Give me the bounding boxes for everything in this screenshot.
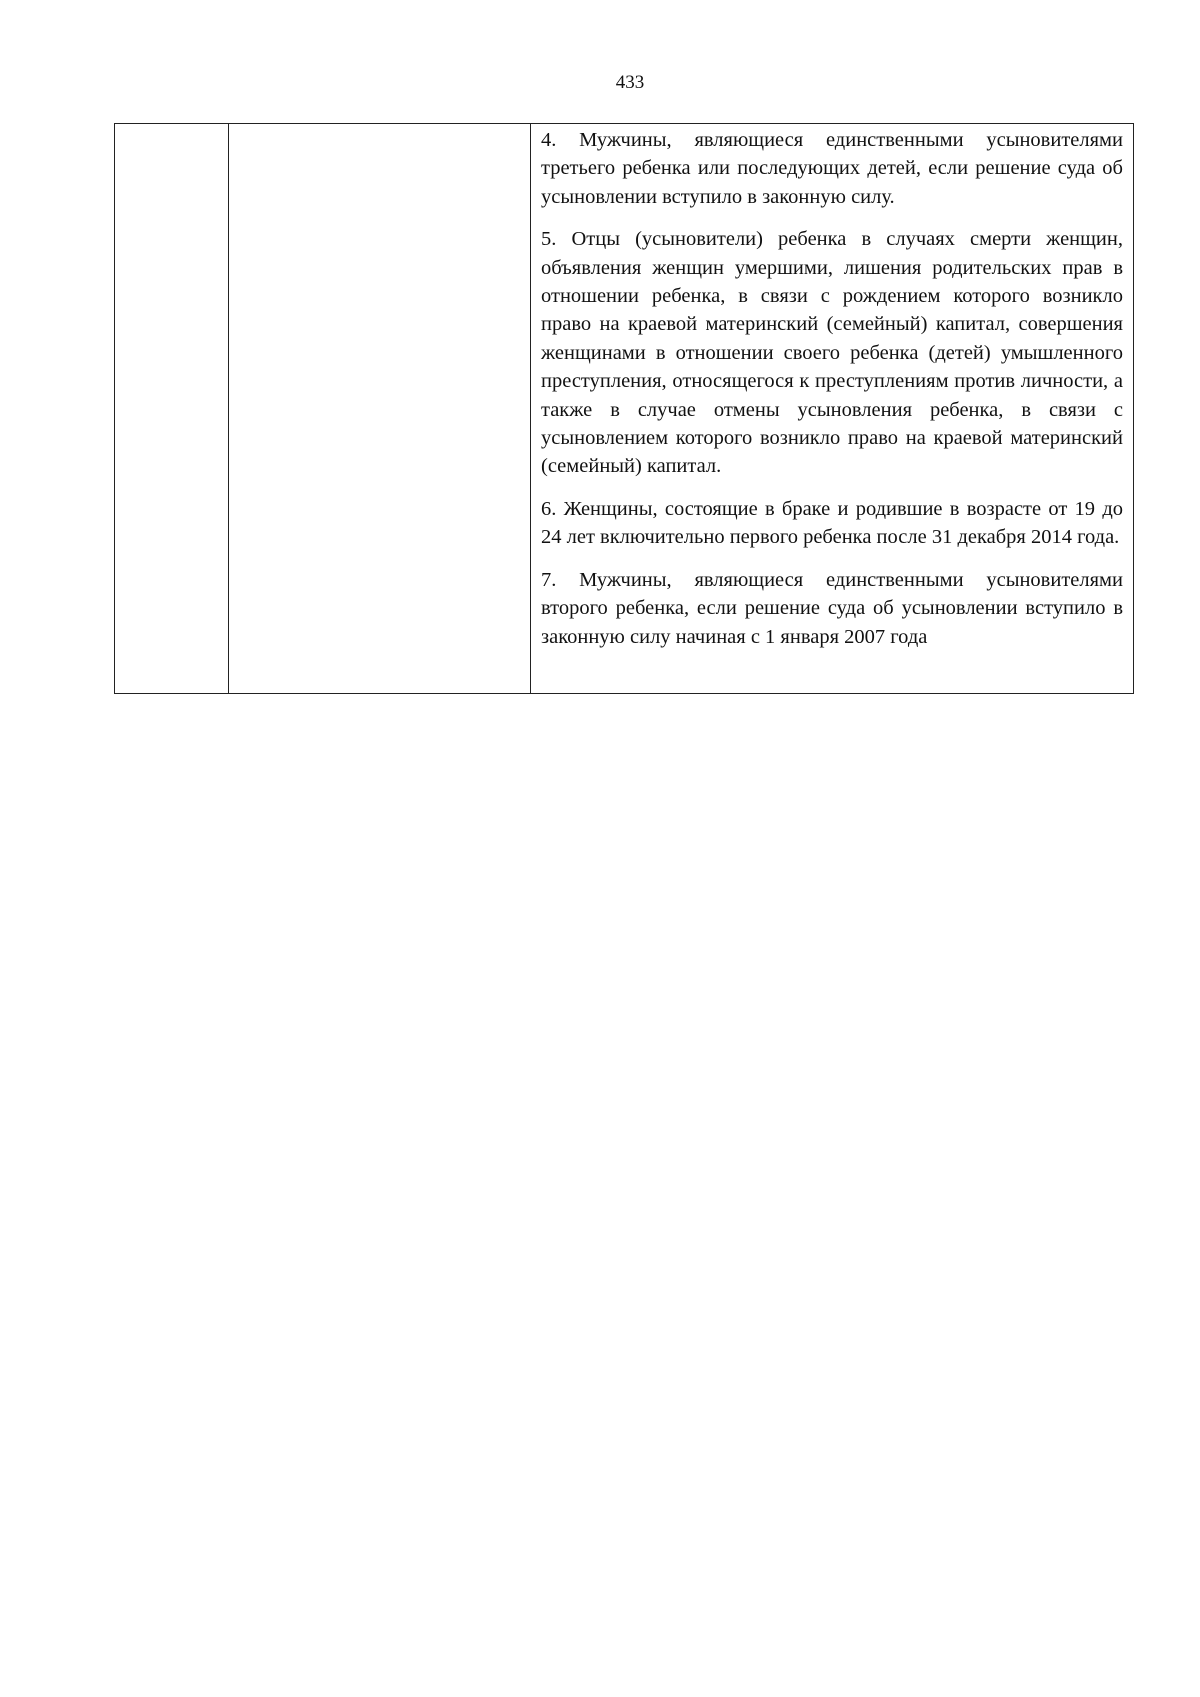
paragraph-item-5: 5. Отцы (усыновители) ребенка в случаях смерти женщин, объявления женщин умершими, лишения родительских прав в отношении ребенка, в связи с рождением которого возникло право на краевой материнский (семейный) капитал, совершения женщинами в отношении своего ребенка (детей) умышленного преступления, относящегося к преступлениям против личности, а также в случае отмены усыновления ребенка, в связи с усыновлением которого возникло право на краевой материнский (семейный) капитал. — [541, 228, 1123, 478]
document-table — [114, 123, 1134, 694]
paragraph-item-6: 6. Женщины, состоящие в браке и родившие в возрасте от 19 до 24 лет включительно первого ребенка после 31 декабря 2014 года. — [541, 497, 1123, 549]
paragraph-item-4: 4. Мужчины, являющиеся единственными усыновителями третьего ребенка или последующих детей, если решение суда об усыновлении вступило в законную силу. — [541, 129, 1123, 208]
table-row — [115, 124, 1134, 694]
page-number: 433 — [615, 72, 645, 93]
paragraph-item-7: 7. Мужчины, являющиеся единственными усыновителями второго ребенка, если решение суда об усыновлении вступило в законную силу начиная с 1 января 2007 года — [541, 568, 1123, 648]
table-cell-col3 — [531, 124, 1134, 694]
table-cell-col2 — [229, 124, 531, 694]
table-cell-col1 — [115, 124, 229, 694]
cell-content — [531, 124, 1133, 651]
